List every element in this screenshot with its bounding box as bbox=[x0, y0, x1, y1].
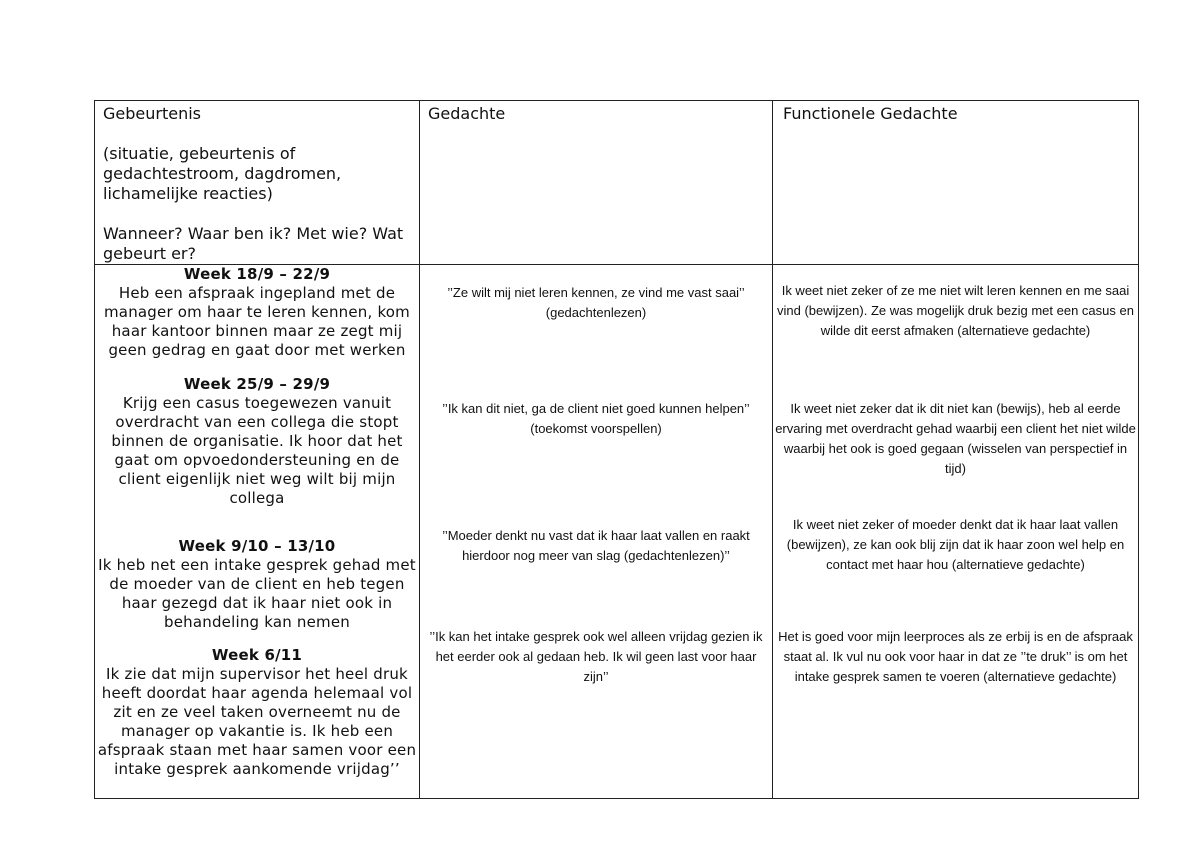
header-title-functionele-gedachte: Functionele Gedachte bbox=[783, 104, 958, 123]
event-entry bbox=[97, 537, 417, 632]
functional-thought-text: Ik weet niet zeker of ze me niet wilt leren kennen en me saai vind (bewijzen). Ze was mogelijk druk bezig met een casus en wilde dit eerst afmaken (alternatieve gedachte) bbox=[777, 283, 1134, 338]
thought-text: ’’Moeder denkt nu vast dat ik haar laat vallen en raakt hierdoor nog meer van slag (gedachtenlezen)’’ bbox=[442, 528, 750, 563]
thought-text: ’’Ze wilt mij niet leren kennen, ze vind me vast saai’’ (gedachtenlezen) bbox=[447, 285, 745, 320]
event-text: Ik zie dat mijn supervisor het heel druk heeft doordat haar agenda helemaal vol zit en ze veel taken overneemt nu de manager op vakantie is. Ik heb een afspraak staan met haar samen voor een intake gesprek aankomende vrijdag’’ bbox=[97, 665, 417, 778]
header-row bbox=[95, 101, 1139, 265]
header-subtitle-gebeurtenis: (situatie, gebeurtenis of gedachtestroom, dagdromen, lichamelijke reacties) bbox=[103, 144, 342, 203]
header-cell-functionele-gedachte bbox=[773, 101, 1139, 265]
functional-thoughts-cell bbox=[773, 265, 1139, 799]
thoughts-cell bbox=[420, 265, 773, 799]
functional-thought-text: Ik weet niet zeker dat ik dit niet kan (bewijs), heb al eerde ervaring met overdracht gehad waarbij een client het niet wilde waarbij het ook is goed gegaan (wisselen van perspectief in tijd) bbox=[775, 401, 1136, 476]
header-title-gebeurtenis: Gebeurtenis bbox=[103, 104, 201, 123]
body-row bbox=[95, 265, 1139, 799]
event-entry bbox=[97, 646, 417, 779]
event-text: Heb een afspraak ingepland met de manager om haar te leren kennen, kom haar kantoor binnen maar ze zegt mij geen gedrag en gaat door met werken bbox=[104, 284, 410, 359]
functional-thought-text: Ik weet niet zeker of moeder denkt dat ik haar laat vallen (bewijzen), ze kan ook blij zijn dat ik haar zoon wel help en contact met haar hou (alternatieve gedachte) bbox=[786, 517, 1125, 572]
thought-text: ’’Ik kan dit niet, ga de client niet goed kunnen helpen’’ (toekomst voorspellen) bbox=[442, 401, 750, 436]
header-cell-gedachte bbox=[420, 101, 773, 265]
event-entry bbox=[97, 375, 417, 508]
functional-thought-text: Het is goed voor mijn leerproces als ze erbij is en de afspraak staat al. Ik vul nu ook voor haar in dat ze ’’te druk’’ is om het intake gesprek samen te voeren (alternatieve gedachte) bbox=[778, 629, 1133, 684]
thought-text: ’’Ik kan het intake gesprek ook wel alleen vrijdag gezien ik het eerder ook al gedaan heb. Ik wil geen last voor haar zijn’’ bbox=[429, 629, 763, 684]
thought-record-table bbox=[94, 100, 1139, 799]
week-title: Week 18/9 – 22/9 bbox=[183, 265, 331, 283]
events-cell bbox=[95, 265, 420, 799]
week-title: Week 9/10 – 13/10 bbox=[178, 537, 336, 555]
header-cell-gebeurtenis bbox=[95, 101, 420, 265]
header-questions-gebeurtenis: Wanneer? Waar ben ik? Met wie? Wat gebeurt er? bbox=[103, 224, 404, 263]
week-title: Week 6/11 bbox=[211, 646, 303, 664]
event-text: Ik heb net een intake gesprek gehad met de moeder van de client en heb tegen haar gezegd dat ik haar niet ook in behandeling kan nemen bbox=[98, 556, 416, 631]
week-title: Week 25/9 – 29/9 bbox=[183, 375, 331, 393]
event-entry bbox=[97, 265, 417, 360]
header-title-gedachte: Gedachte bbox=[428, 104, 506, 123]
event-text: Krijg een casus toegewezen vanuit overdracht van een collega die stopt binnen de organisatie. Ik hoor dat het gaat om opvoedondersteuning en de client eigenlijk niet weg wilt bij mijn collega bbox=[111, 394, 403, 507]
